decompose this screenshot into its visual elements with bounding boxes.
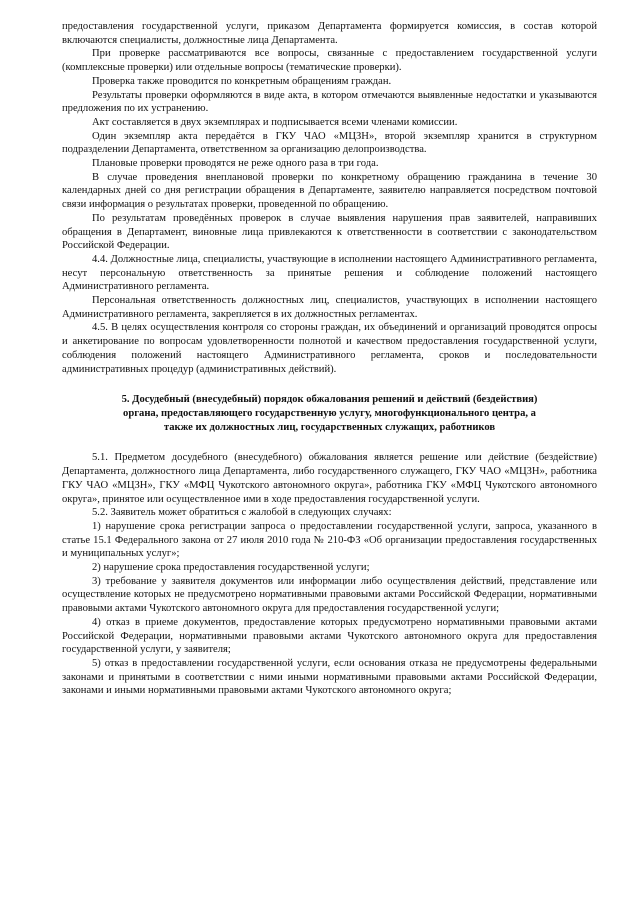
- section-4-body: [62, 20, 597, 376]
- paragraph: Один экземпляр акта передаётся в ГКУ ЧАО «МЦЗН», второй экземпляр хранится в структурном подразделении Департамента, ответственном за организацию делопроизводства.: [62, 130, 597, 156]
- section-5-heading: [62, 393, 597, 434]
- paragraph: 1) нарушение срока регистрации запроса о предоставлении государственной услуги, запроса, указанного в статье 15.1 Федерального закона от 27 июля 2010 года № 210-ФЗ «Об организации предоставления государственных и муниципальных услуг»;: [62, 520, 597, 560]
- paragraph: Персональная ответственность должностных лиц, специалистов, участвующих в исполнении настоящего Административного регламента, закрепляется в их должностных регламентах.: [62, 295, 597, 320]
- paragraph: 4.5. В целях осуществления контроля со стороны граждан, их объединений и организаций проводятся опросы и анкетирование по вопросам удовлетворенности полнотой и качеством предоставления государственной услуги, соблюдения положений настоящего Административного регламента, сроков и последовательности административных процедур (административных действий).: [62, 322, 597, 375]
- paragraph: По результатам проведённых проверок в случае выявления нарушения прав заявителей, направивших обращения в Департамент, виновные лица привлекаются к ответственности в соответствии с законодательством Российской Федерации.: [62, 212, 597, 252]
- paragraph: 5) отказ в предоставлении государственной услуги, если основания отказа не предусмотрены федеральными законами и принятыми в соответствии с ними иными нормативными правовыми актами Российской Федерации, законами и иными нормативными правовыми актами Чукотского автономного округа;: [62, 657, 597, 697]
- paragraph: При проверке рассматриваются все вопросы, связанные с предоставлением государственной услуги (комплексные проверки) или отдельные вопросы (тематические проверки).: [62, 48, 597, 74]
- paragraph: В случае проведения внеплановой проверки по конкретному обращению гражданина в течение 30 календарных дней со дня регистрации обращения в Департаменте, заявителю направляется посредством почтовой связи информация о результатах проверки, проведенной по обращению.: [62, 171, 597, 211]
- document-page: [62, 20, 597, 698]
- paragraph: 2) нарушение срока предоставления государственной услуги;: [92, 562, 370, 574]
- paragraph: 5.2. Заявитель может обратиться с жалобой в следующих случаях:: [92, 507, 392, 519]
- heading-line: 5. Досудебный (внесудебный) порядок обжалования решений и действий (бездействия): [121, 394, 538, 406]
- section-5-body: [62, 451, 597, 698]
- paragraph: предоставления государственной услуги, приказом Департамента формируется комиссия, в состав которой включаются специалисты, должностные лица Департамента.: [62, 21, 597, 46]
- paragraph: 3) требование у заявителя документов или информации либо осуществления действий, представление или осуществление которых не предусмотрено нормативными правовыми актами Российской Федерации, нормативными правовыми актами Чукотского автономного округа для предоставления государственной услуги;: [62, 575, 597, 615]
- paragraph: 4) отказ в приеме документов, предоставление которых предусмотрено нормативными правовыми актами Российской Федерации, нормативными правовыми актами Чукотского автономного округа для предоставления государственной услуги, у заявителя;: [62, 616, 597, 656]
- paragraph: 4.4. Должностные лица, специалисты, участвующие в исполнении настоящего Административного регламента, несут персональную ответственность за принятые решения и соблюдение положений настоящего Административного регламента.: [62, 253, 597, 293]
- paragraph: 5.1. Предметом досудебного (внесудебного) обжалования является решение или действие (бездействие) Департамента, должностного лица Департамента, либо государственного служащего, ГКУ ЧАО «МЦЗН», работника ГКУ ЧАО «МЦЗН», ГКУ «МФЦ Чукотского автономного округа», работника ГКУ «МФЦ Чукотского автономного округа», принятое или осуществленное ими в ходе предоставления государственной услуги.: [62, 452, 597, 505]
- heading-line: также их должностных лиц, государственных служащих, работников: [163, 421, 496, 433]
- heading-line: органа, предоставляющего государственную услугу, многофункционального центра, а: [123, 407, 536, 419]
- paragraph: Акт составляется в двух экземплярах и подписывается всеми членами комиссии.: [92, 116, 458, 128]
- paragraph: Результаты проверки оформляются в виде акта, в котором отмечаются выявленные недостатки и указываются предложения по их устранению.: [62, 89, 597, 115]
- paragraph: Плановые проверки проводятся не реже одного раза в три года.: [92, 158, 379, 170]
- paragraph: Проверка также проводится по конкретным обращениям граждан.: [92, 75, 392, 87]
